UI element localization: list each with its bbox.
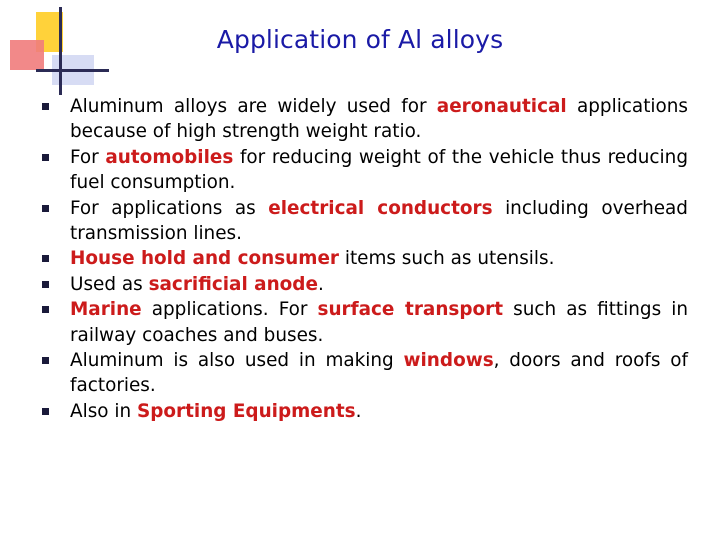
bullet-text: for reducing weight of the vehicle thus reducing fuel consumption. bbox=[70, 146, 688, 194]
bullet-item bbox=[42, 196, 688, 247]
bullet-text: such as fittings in railway coaches and buses. bbox=[70, 299, 688, 346]
square-bullet-icon bbox=[42, 255, 49, 262]
square-bullet-icon bbox=[42, 205, 49, 212]
bullet-item bbox=[42, 145, 688, 196]
bullet-item bbox=[42, 348, 688, 399]
bullet-text: For bbox=[70, 146, 106, 168]
bullet-text: Aluminum alloys are widely used for bbox=[70, 96, 437, 117]
bullet-text: Also in bbox=[70, 400, 137, 422]
bullet-item bbox=[42, 246, 688, 271]
square-bullet-icon bbox=[42, 357, 49, 364]
highlighted-term: House hold and consumer bbox=[70, 248, 339, 270]
bullet-item bbox=[42, 272, 688, 297]
square-bullet-icon bbox=[42, 408, 49, 415]
highlighted-term: Sporting Equipments bbox=[136, 400, 356, 422]
bullet-text: applications because of high strength weight ratio. bbox=[70, 96, 688, 143]
bullet-item bbox=[42, 94, 688, 145]
bullet-list bbox=[42, 94, 688, 424]
highlighted-term: sacrificial anode bbox=[148, 273, 318, 295]
square-bullet-icon bbox=[42, 103, 49, 110]
highlighted-term: windows bbox=[403, 350, 494, 372]
square-bullet-icon bbox=[42, 154, 49, 161]
bullet-text: including overhead transmission lines. bbox=[70, 197, 688, 245]
square-bullet-icon bbox=[42, 281, 49, 288]
bullet-item bbox=[42, 297, 688, 348]
slide-title: Application of Al alloys bbox=[216, 25, 504, 54]
highlighted-term: electrical conductors bbox=[268, 197, 493, 219]
bullet-text: , doors and roofs of factories. bbox=[70, 350, 689, 397]
highlighted-term: Marine bbox=[70, 299, 142, 321]
highlighted-term: surface transport bbox=[317, 299, 504, 321]
bullet-text: items such as utensils. bbox=[338, 248, 555, 270]
square-bullet-icon bbox=[42, 306, 49, 313]
highlighted-term: aeronautical bbox=[436, 96, 567, 117]
bullet-text: For applications as bbox=[70, 197, 269, 219]
bullet-text: . bbox=[317, 273, 324, 295]
highlighted-term: automobiles bbox=[105, 146, 234, 168]
bullet-text: . bbox=[355, 400, 362, 422]
bullet-text: Used as bbox=[70, 273, 149, 295]
bullet-item bbox=[42, 399, 688, 424]
bullet-text: applications. For bbox=[141, 299, 318, 321]
bullet-text: Aluminum is also used in making bbox=[70, 350, 404, 372]
horizontal-line-shape bbox=[36, 69, 109, 72]
